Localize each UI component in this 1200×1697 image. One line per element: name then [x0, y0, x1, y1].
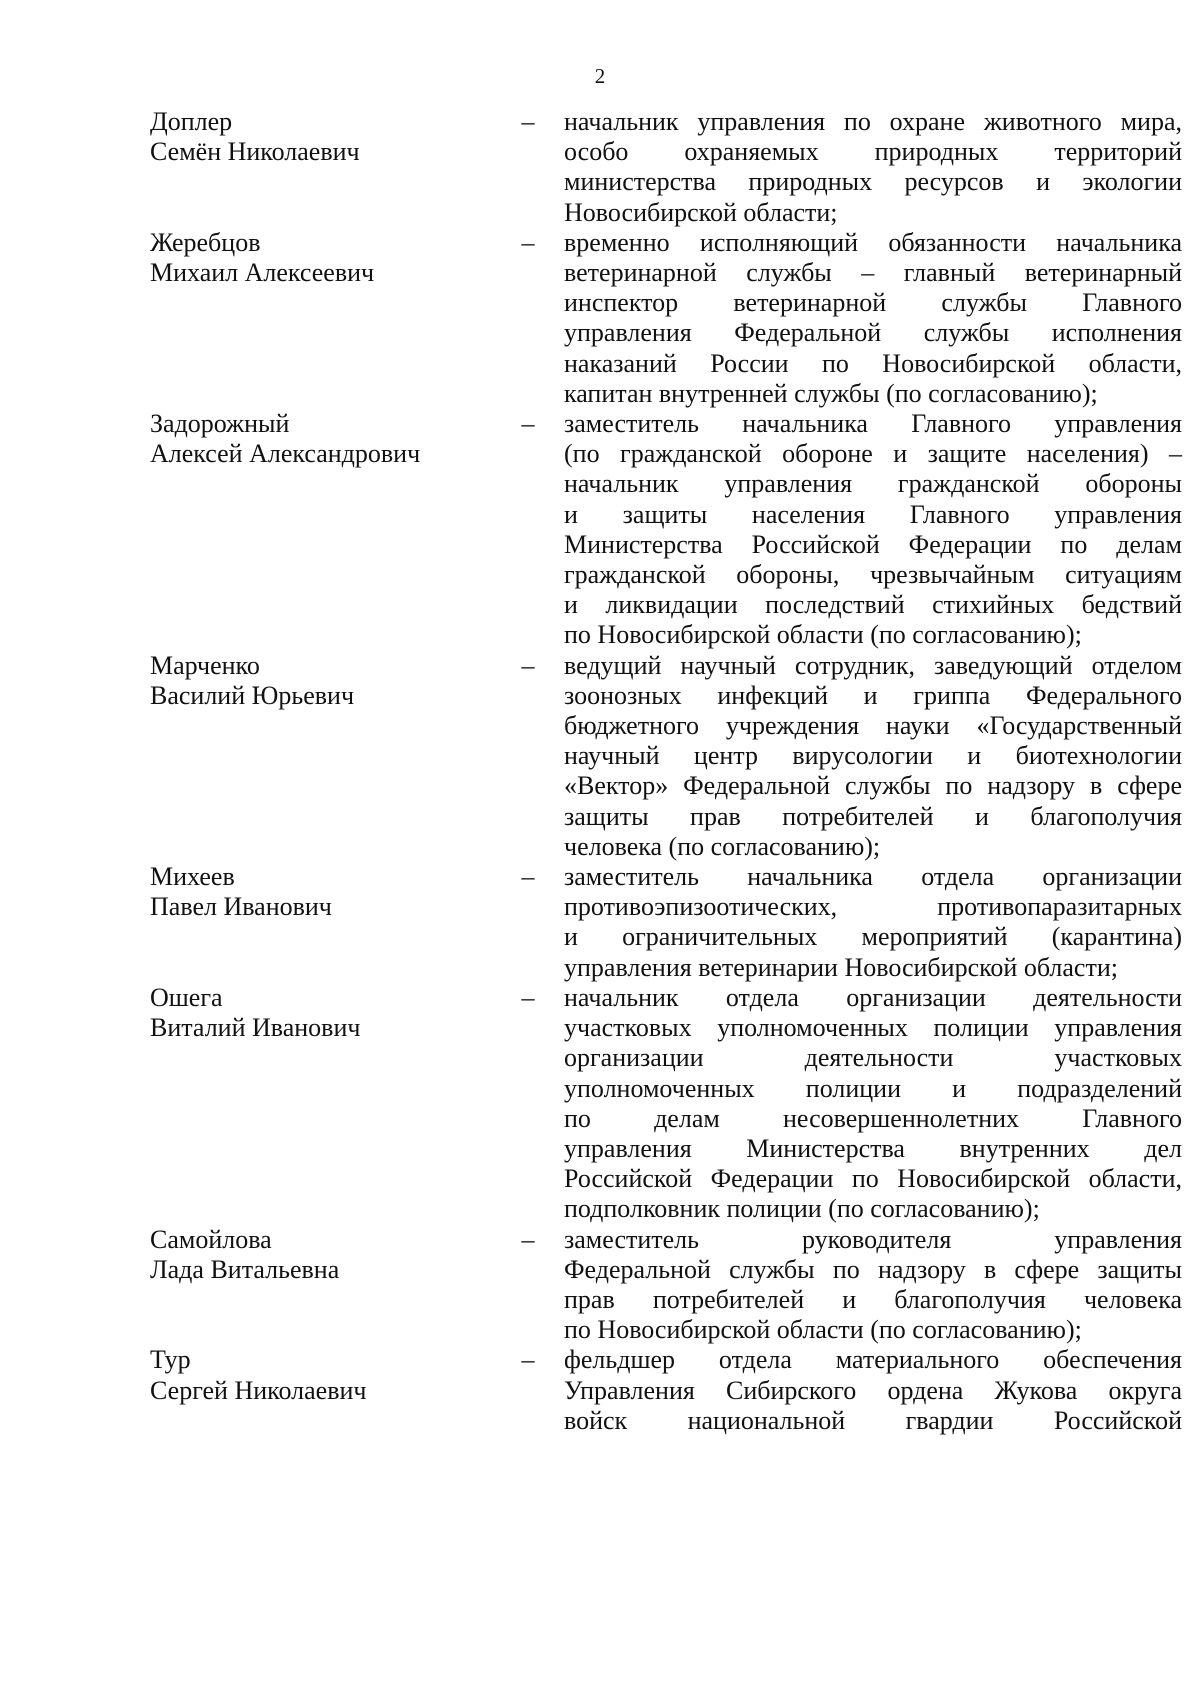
member-surname: Ошега	[150, 982, 223, 1012]
position-line: наказаний России по Новосибирской области,	[564, 348, 1182, 378]
member-name	[150, 1225, 510, 1346]
member-name	[150, 1345, 510, 1436]
position-line: заместитель руководителя управления	[564, 1224, 1182, 1254]
member-surname: Задорожный	[150, 409, 290, 439]
member-surname: Марченко	[150, 650, 260, 680]
position-line: начальник отдела организации деятельности	[564, 982, 1182, 1012]
dash-separator: –	[521, 650, 535, 680]
dash-separator: –	[521, 1345, 535, 1375]
member-given-names: Виталий Иванович	[150, 1013, 361, 1043]
member-name	[150, 409, 510, 651]
position-line: и ограничительных мероприятий (карантина)	[564, 922, 1182, 952]
member-given-names: Лада Витальевна	[150, 1254, 340, 1284]
position-line: ветеринарной службы – главный ветеринарный	[564, 258, 1182, 288]
position-line: министерства природных ресурсов и экологии	[564, 167, 1182, 197]
position-line: организации деятельности участковых	[564, 1043, 1182, 1073]
position-line: особо охраняемых природных территорий	[564, 137, 1182, 167]
member-entry	[0, 983, 1200, 1225]
member-given-names: Павел Иванович	[150, 892, 332, 922]
position-line: Новосибирской области;	[564, 197, 838, 227]
member-surname: Доплер	[150, 107, 233, 136]
position-line: научный центр вирусологии и биотехнологии	[564, 741, 1182, 771]
position-line: зоонозных инфекций и гриппа Федерального	[564, 680, 1182, 710]
dash-separator: –	[521, 1224, 535, 1254]
member-surname: Тур	[150, 1345, 191, 1375]
position-line: ведущий научный сотрудник, заведующий отделом	[564, 650, 1182, 680]
member-position	[564, 651, 1182, 862]
page-number: 2	[594, 64, 606, 88]
dash-separator: –	[521, 227, 535, 257]
member-position	[564, 862, 1182, 983]
member-position	[564, 1225, 1182, 1346]
member-given-names: Василий Юрьевич	[150, 680, 355, 710]
member-name	[150, 983, 510, 1225]
member-surname: Жеребцов	[150, 227, 261, 257]
member-position	[564, 409, 1182, 651]
position-line: инспектор ветеринарной службы Главного	[564, 288, 1182, 318]
position-line: противоэпизоотических, противопаразитарных	[564, 892, 1182, 922]
position-line: по Новосибирской области (по согласованию);	[564, 620, 1082, 650]
member-entry	[0, 1225, 1200, 1346]
position-line: управления Министерства внутренних дел	[564, 1133, 1182, 1163]
position-line: заместитель начальника Главного управления	[564, 409, 1182, 439]
dash-separator: –	[521, 982, 535, 1012]
position-line: управления Федеральной службы исполнения	[564, 318, 1182, 348]
position-line: фельдшер отдела материального обеспечения	[564, 1345, 1182, 1375]
member-entry	[0, 651, 1200, 862]
member-given-names: Семён Николаевич	[150, 137, 360, 167]
position-line: и ликвидации последствий стихийных бедствий	[564, 590, 1182, 620]
position-line: участковых уполномоченных полиции управления	[564, 1013, 1182, 1043]
dash-separator: –	[521, 107, 535, 136]
member-entry	[0, 107, 1200, 228]
member-surname: Михеев	[150, 862, 235, 892]
position-line: войск национальной гвардии Российской	[564, 1405, 1182, 1435]
position-line: по Новосибирской области (по согласованию);	[564, 1315, 1082, 1345]
commission-member-list	[0, 107, 1200, 1436]
position-line: человека (по согласованию);	[564, 831, 881, 861]
position-line: «Вектор» Федеральной службы по надзору в сфере	[564, 771, 1182, 801]
position-line: подполковник полиции (по согласованию);	[564, 1194, 1040, 1224]
member-position	[564, 983, 1182, 1225]
position-line: Министерства Российской Федерации по делам	[564, 529, 1182, 559]
position-line: начальник управления гражданской обороны	[564, 469, 1182, 499]
member-position	[564, 107, 1182, 228]
position-line: капитан внутренней службы (по согласованию);	[564, 378, 1098, 408]
member-position	[564, 228, 1182, 409]
position-line: Российской Федерации по Новосибирской области,	[564, 1164, 1182, 1194]
member-entry	[0, 409, 1200, 651]
member-given-names: Михаил Алексеевич	[150, 258, 375, 288]
member-given-names: Сергей Николаевич	[150, 1375, 367, 1405]
position-line: (по гражданской обороне и защите населения) –	[564, 439, 1182, 469]
position-line: гражданской обороны, чрезвычайным ситуациям	[564, 560, 1182, 590]
member-name	[150, 228, 510, 409]
position-line: начальник управления по охране животного мира,	[564, 107, 1182, 136]
dash-separator: –	[521, 862, 535, 892]
position-line: временно исполняющий обязанности начальника	[564, 227, 1182, 257]
position-line: Управления Сибирского ордена Жукова округа	[564, 1375, 1182, 1405]
position-line: прав потребителей и благополучия человека	[564, 1284, 1182, 1314]
dash-separator: –	[521, 409, 535, 439]
position-line: Федеральной службы по надзору в сфере защиты	[564, 1254, 1182, 1284]
position-line: по делам несовершеннолетних Главного	[564, 1103, 1182, 1133]
position-line: защиты прав потребителей и благополучия	[564, 801, 1182, 831]
member-name	[150, 862, 510, 983]
member-entry	[0, 228, 1200, 409]
position-line: управления ветеринарии Новосибирской области;	[564, 952, 1118, 982]
position-line: заместитель начальника отдела организации	[564, 862, 1182, 892]
member-given-names: Алексей Александрович	[150, 439, 421, 469]
position-line: бюджетного учреждения науки «Государственный	[564, 711, 1182, 741]
position-line: и защиты населения Главного управления	[564, 499, 1182, 529]
member-surname: Самойлова	[150, 1224, 272, 1254]
position-line: уполномоченных полиции и подразделений	[564, 1073, 1182, 1103]
member-name	[150, 107, 510, 228]
member-position	[564, 1345, 1182, 1436]
member-entry	[0, 1345, 1200, 1436]
member-entry	[0, 862, 1200, 983]
member-name	[150, 651, 510, 862]
